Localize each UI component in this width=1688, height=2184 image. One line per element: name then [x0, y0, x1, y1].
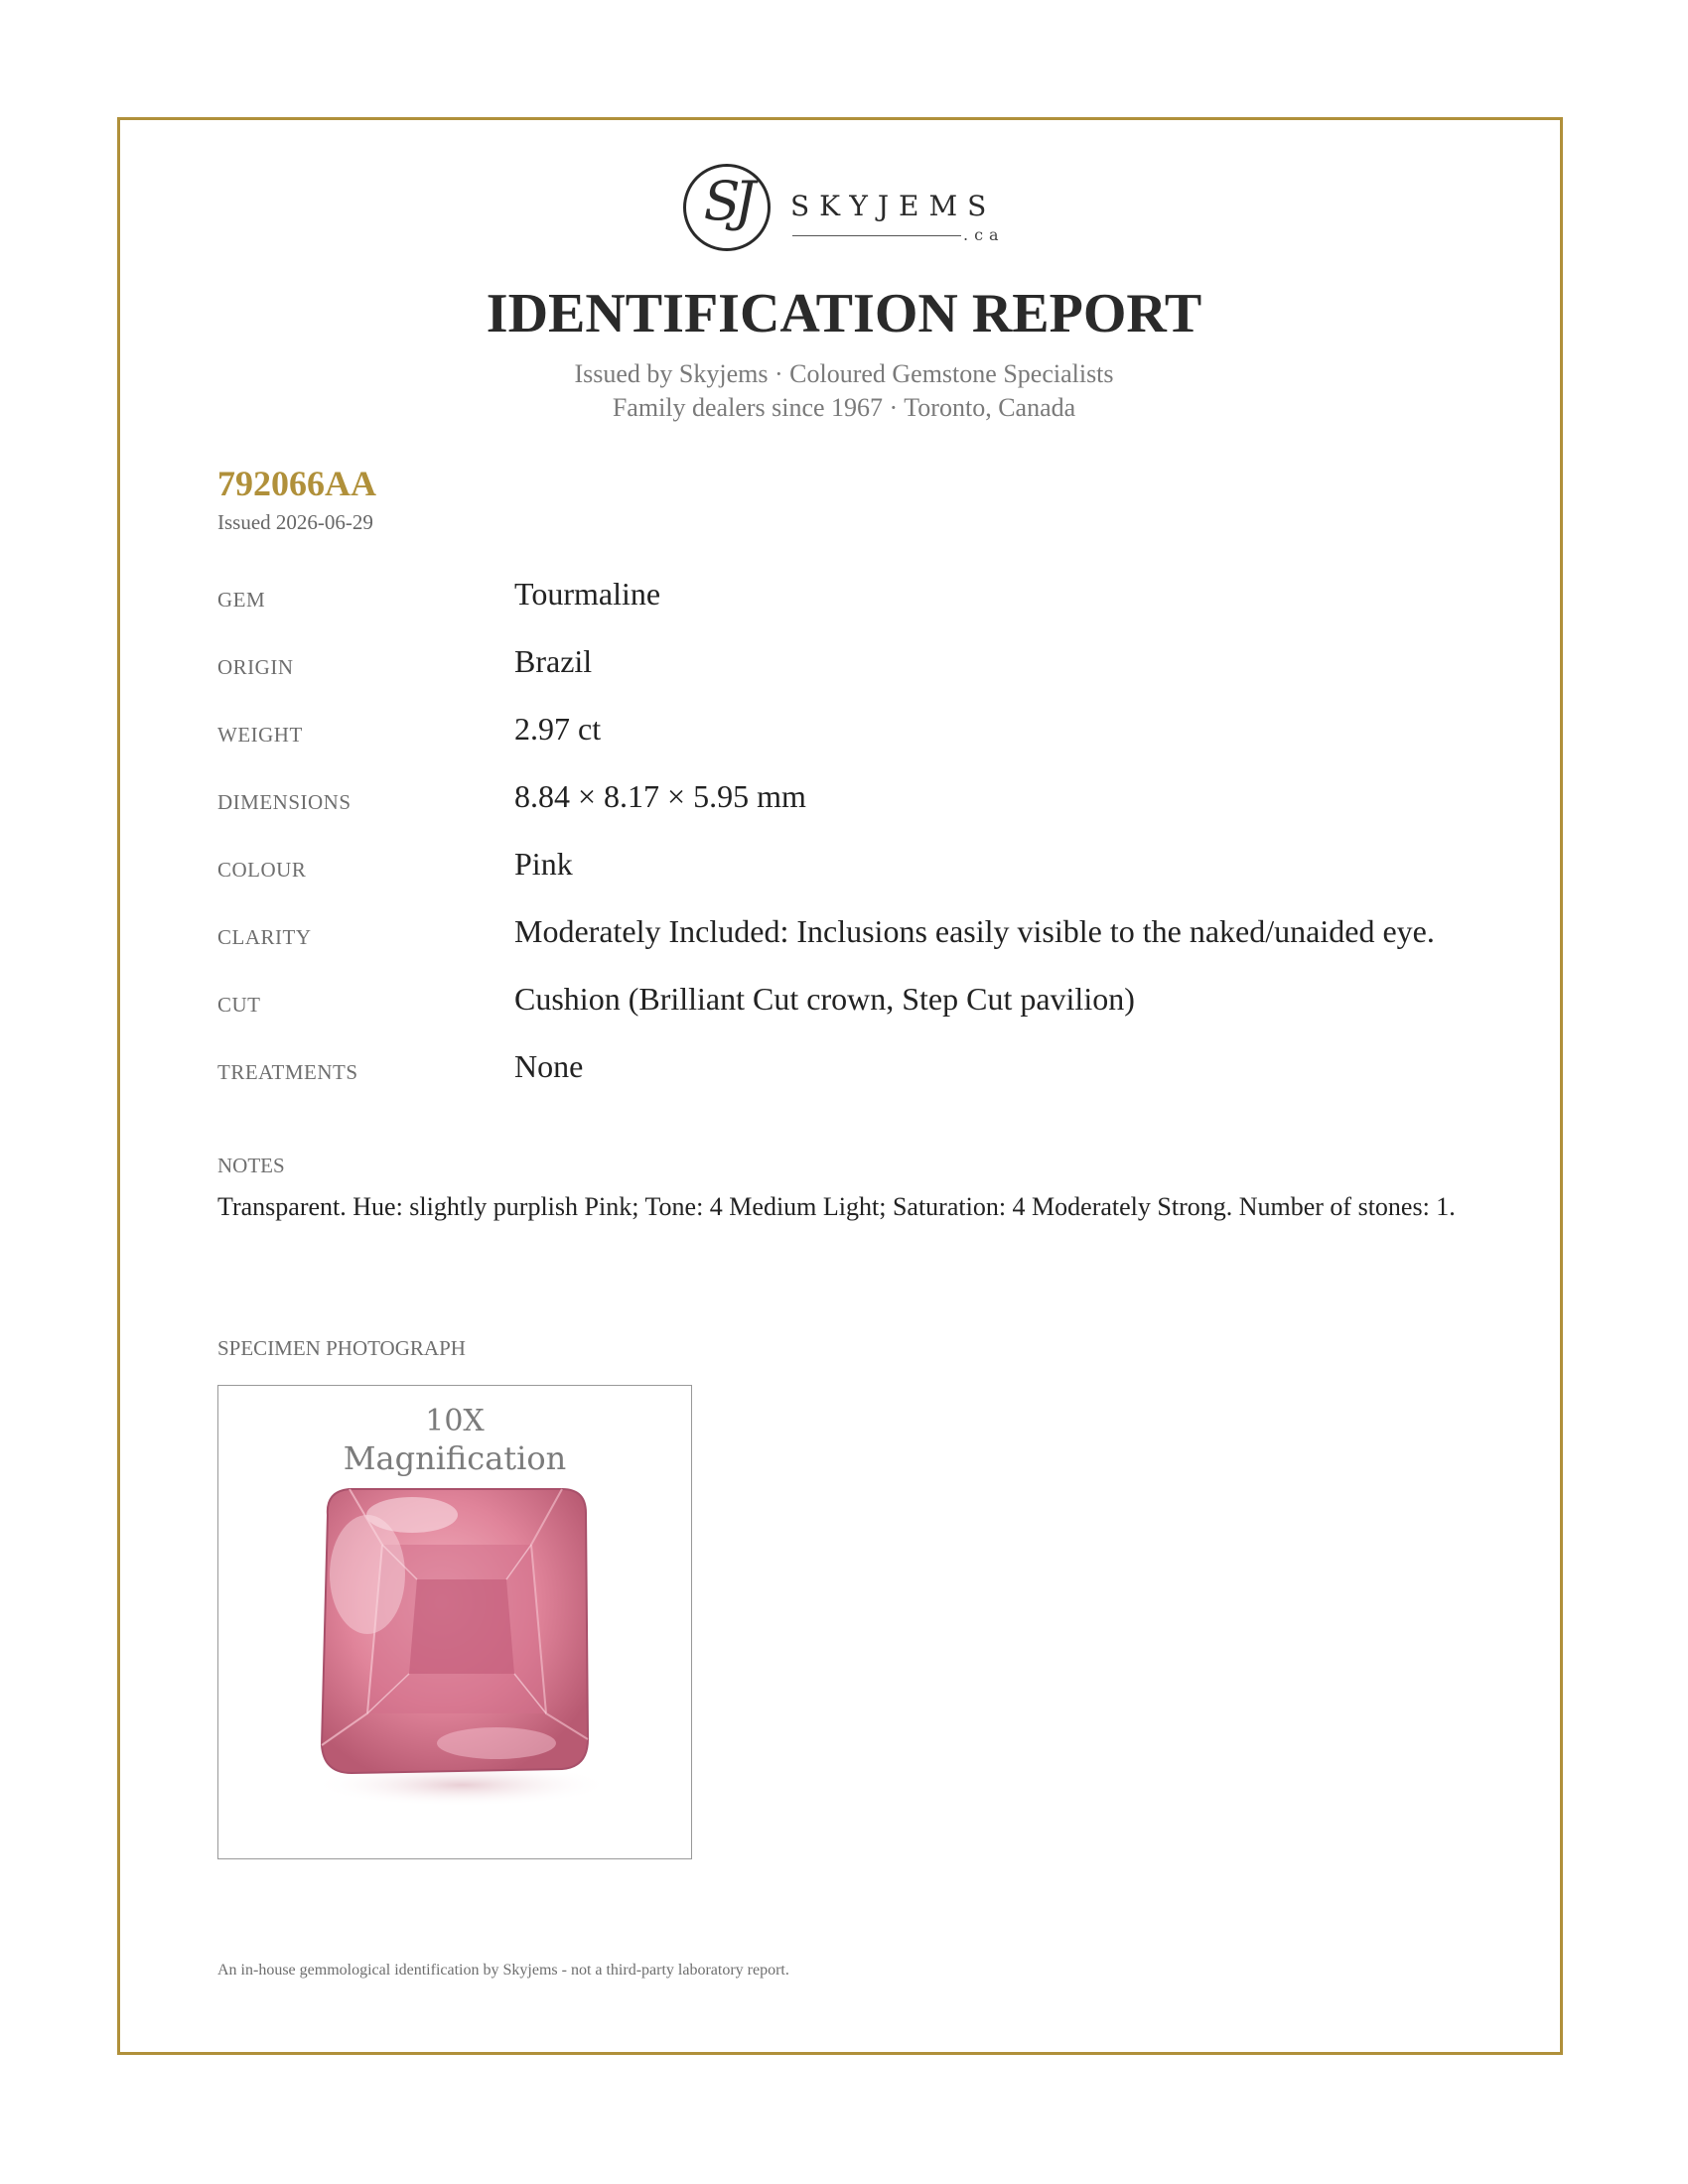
- logo-wordmark: SKYJEMS: [790, 190, 997, 222]
- gem-inclusion-left: [330, 1515, 405, 1634]
- report-number: 792066AA: [217, 464, 376, 503]
- dealer-line: Family dealers since 1967 · Toronto, Canada: [612, 393, 1076, 422]
- field-label-colour: COLOUR: [217, 858, 307, 882]
- field-label-dimensions: DIMENSIONS: [217, 790, 352, 814]
- field-value-dimensions: 8.84 × 8.17 × 5.95 mm: [514, 778, 806, 814]
- gem-highlight-bottom: [437, 1727, 556, 1759]
- field-label-cut: CUT: [217, 993, 261, 1017]
- field-value-origin: Brazil: [514, 643, 593, 679]
- skyjems-logo: [683, 164, 1011, 263]
- disclaimer-footer: An in-house gemmological identification by Skyjems - not a third-party laboratory report.: [217, 1962, 789, 1979]
- field-label-weight: WEIGHT: [217, 723, 303, 747]
- specimen-photo: [217, 1385, 692, 1859]
- logo-domain: .ca: [963, 225, 1005, 244]
- field-label-gem: GEM: [217, 588, 266, 612]
- photo-label: SPECIMEN PHOTOGRAPH: [217, 1336, 466, 1360]
- gem-highlight-top: [366, 1497, 458, 1533]
- field-value-cut: Cushion (Brilliant Cut crown, Step Cut pavilion): [514, 981, 1135, 1017]
- issuer-line: Issued by Skyjems · Coloured Gemstone Specialists: [574, 359, 1114, 388]
- notes-label: NOTES: [217, 1154, 285, 1177]
- cushion-gemstone-image: [218, 1386, 692, 1859]
- logo-divider: [792, 235, 961, 236]
- issue-date: Issued 2026-06-29: [217, 510, 373, 534]
- field-label-treatments: TREATMENTS: [217, 1060, 358, 1084]
- field-value-colour: Pink: [514, 846, 573, 882]
- field-value-treatments: None: [514, 1048, 584, 1084]
- logo-monogram: SJ: [703, 170, 751, 232]
- field-value-weight: 2.97 ct: [514, 711, 602, 747]
- field-label-origin: ORIGIN: [217, 655, 294, 679]
- notes-text: Transparent. Hue: slightly purplish Pink; Tone: 4 Medium Light; Saturation: 4 Moderately Strong. Number of stones: 1.: [217, 1192, 1456, 1221]
- report-title: IDENTIFICATION REPORT: [486, 283, 1202, 344]
- magnification-power: 10X: [425, 1404, 485, 1438]
- field-value-gem: Tourmaline: [514, 576, 661, 612]
- magnification-label: Magnification: [343, 1439, 567, 1477]
- field-label-clarity: CLARITY: [217, 925, 312, 949]
- gem-pavilion-facet: [409, 1579, 514, 1674]
- field-value-clarity: Moderately Included: Inclusions easily visible to the naked/unaided eye.: [514, 913, 1435, 949]
